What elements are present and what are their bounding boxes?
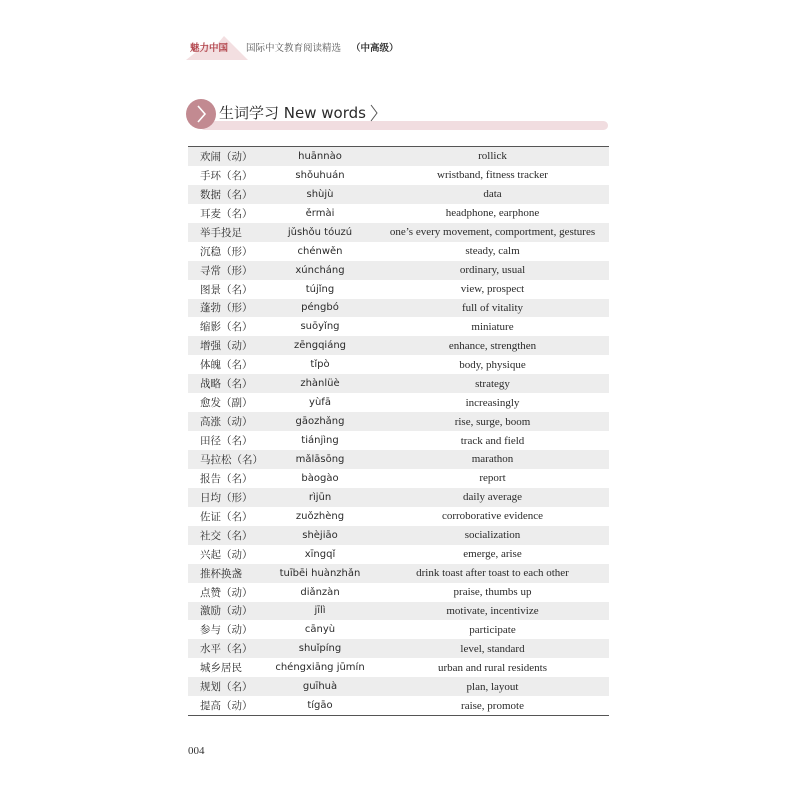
vocab-pinyin: mǎlāsōng [295, 453, 345, 465]
vocab-word: 沉稳（形） [200, 245, 253, 258]
vocab-row [188, 658, 609, 677]
vocab-english: praise, thumbs up [453, 586, 532, 599]
vocab-word: 城乡居民 [200, 662, 242, 675]
vocab-english: view, prospect [460, 283, 525, 296]
vocab-english: enhance, strengthen [448, 339, 537, 352]
vocab-row [188, 602, 609, 621]
vocab-english: wristband, fitness tracker [437, 169, 548, 182]
vocab-row [188, 507, 609, 526]
vocab-pinyin: jīlì [314, 605, 326, 617]
vocab-row [188, 185, 609, 204]
vocab-row [188, 166, 609, 185]
vocab-row [188, 147, 609, 166]
vocab-row [188, 336, 609, 355]
vocab-word: 报告（名） [200, 472, 253, 485]
vocab-row [188, 469, 609, 488]
vocab-row [188, 299, 609, 318]
vocab-row [188, 677, 609, 696]
vocab-word: 田径（名） [200, 435, 253, 448]
vocab-english: raise, promote [461, 699, 524, 712]
vocab-pinyin: ěrmài [305, 207, 335, 219]
vocab-word: 增强（动） [200, 340, 253, 353]
vocab-english: miniature [471, 320, 514, 333]
vocab-english: one’s every movement, comportment, gestures [389, 226, 596, 239]
vocab-pinyin: shùjù [306, 188, 334, 200]
section-badge [186, 99, 216, 129]
vocab-word: 寻常（形） [200, 264, 253, 277]
vocab-english: strategy [475, 377, 510, 390]
vocab-english: ordinary, usual [459, 264, 526, 277]
vocab-word: 马拉松（名） [200, 453, 263, 466]
vocab-word: 图景（名） [200, 283, 253, 296]
vocab-word: 社交（名） [200, 529, 253, 542]
vocab-english: rise, surge, boom [454, 415, 531, 428]
vocab-pinyin: cānyù [304, 624, 336, 636]
vocab-row [188, 374, 609, 393]
vocab-english: daily average [463, 491, 522, 504]
vocab-row [188, 261, 609, 280]
vocab-row [188, 696, 609, 715]
vocab-english: steady, calm [465, 245, 520, 258]
vocab-english: rollick [478, 150, 507, 163]
vocab-word: 体魄（名） [200, 359, 253, 372]
vocab-row [188, 242, 609, 261]
vocab-pinyin: huānnào [298, 150, 342, 162]
vocab-english: increasingly [465, 396, 520, 409]
vocab-row [188, 317, 609, 336]
vocab-pinyin: xúncháng [295, 264, 345, 276]
section-title [219, 102, 378, 123]
vocab-english: data [483, 188, 502, 201]
vocab-pinyin: chéngxiāng jūmín [275, 662, 365, 674]
vocab-pinyin: chénwěn [297, 245, 343, 257]
brand-label: 魅力中国 [190, 43, 229, 54]
vocab-pinyin: shǒuhuán [295, 169, 345, 181]
vocab-pinyin: tiánjìng [301, 435, 339, 447]
vocab-pinyin: rìjūn [308, 491, 332, 503]
vocab-word: 手环（名） [200, 169, 253, 182]
vocab-row [188, 393, 609, 412]
vocab-word: 佐证（名） [200, 510, 253, 523]
vocab-word: 推杯换盏 [200, 567, 242, 580]
vocab-word: 兴起（动） [200, 548, 253, 561]
vocab-row [188, 545, 609, 564]
vocab-english: emerge, arise [463, 548, 522, 561]
vocab-word: 欢闹（动） [200, 150, 253, 163]
vocab-pinyin: zhànlüè [300, 378, 340, 390]
vocab-row [188, 204, 609, 223]
vocab-english: motivate, incentivize [446, 604, 539, 617]
vocab-word: 提高（动） [200, 700, 253, 713]
vocab-pinyin: gāozhǎng [295, 416, 345, 428]
vocab-pinyin: tǐpò [310, 359, 330, 371]
vocab-pinyin: guīhuà [302, 681, 338, 693]
vocab-word: 蓬勃（形） [200, 302, 253, 315]
vocab-english: marathon [471, 453, 514, 466]
vocab-english: body, physique [459, 358, 526, 371]
chevron-right-icon [186, 99, 216, 129]
vocab-english: socialization [464, 529, 521, 542]
vocab-pinyin: tuībēi huànzhǎn [279, 567, 361, 579]
vocab-word: 激励（动） [200, 605, 253, 618]
vocab-word: 高涨（动） [200, 416, 253, 429]
vocab-word: 缩影（名） [200, 321, 253, 334]
vocab-english: track and field [460, 434, 525, 447]
vocab-english: headphone, earphone [445, 207, 540, 220]
vocab-word: 参与（动） [200, 624, 253, 637]
vocab-word: 水平（名） [200, 643, 253, 656]
vocab-pinyin: shuǐpíng [298, 643, 342, 655]
vocab-pinyin: suōyǐng [300, 321, 340, 333]
chevron-right-icon [370, 104, 378, 122]
vocab-english: full of vitality [461, 301, 524, 314]
vocab-english: corroborative evidence [441, 510, 544, 523]
vocab-row [188, 412, 609, 431]
running-header [190, 36, 610, 58]
level-label: （中高级） [351, 43, 399, 54]
section-title-text: 生词学习 New words [219, 104, 366, 122]
vocab-row [188, 223, 609, 242]
vocab-pinyin: xīngqǐ [304, 548, 336, 560]
vocab-row [188, 431, 609, 450]
vocab-word: 数据（名） [200, 188, 253, 201]
vocab-pinyin: tígāo [307, 700, 333, 712]
vocab-pinyin: bàogào [301, 472, 339, 484]
vocab-pinyin: yùfā [309, 397, 331, 409]
vocab-word: 规划（名） [200, 681, 253, 694]
vocab-pinyin: tújǐng [305, 283, 335, 295]
vocabulary-table [188, 146, 609, 716]
vocab-word: 举手投足 [200, 226, 242, 239]
vocab-row [188, 280, 609, 299]
vocab-row [188, 639, 609, 658]
vocab-row [188, 620, 609, 639]
vocab-row [188, 355, 609, 374]
vocab-pinyin: shèjiāo [302, 529, 338, 541]
vocab-row [188, 488, 609, 507]
vocab-pinyin: diǎnzàn [300, 586, 340, 598]
vocab-english: drink toast after toast to each other [416, 567, 569, 580]
book-title: 国际中文教育阅读精选 [246, 43, 342, 54]
vocab-row [188, 564, 609, 583]
vocab-word: 战略（名） [200, 378, 253, 391]
vocab-pinyin: zuǒzhèng [295, 510, 345, 522]
page-number: 004 [188, 745, 205, 757]
vocab-english: report [479, 472, 506, 485]
vocab-english: level, standard [460, 642, 525, 655]
vocab-pinyin: zēngqiáng [293, 340, 347, 352]
vocab-english: participate [469, 623, 516, 636]
vocab-row [188, 583, 609, 602]
vocab-pinyin: péngbó [301, 302, 339, 314]
vocab-pinyin: jǔshǒu tóuzú [287, 226, 353, 238]
vocab-word: 耳麦（名） [200, 207, 253, 220]
vocab-row [188, 526, 609, 545]
vocab-word: 愈发（副） [200, 397, 253, 410]
vocab-word: 点赞（动） [200, 586, 253, 599]
section-heading [186, 99, 610, 133]
vocab-english: plan, layout [466, 680, 519, 693]
vocab-english: urban and rural residents [437, 661, 548, 674]
vocab-row [188, 450, 609, 469]
vocab-word: 日均（形） [200, 491, 253, 504]
